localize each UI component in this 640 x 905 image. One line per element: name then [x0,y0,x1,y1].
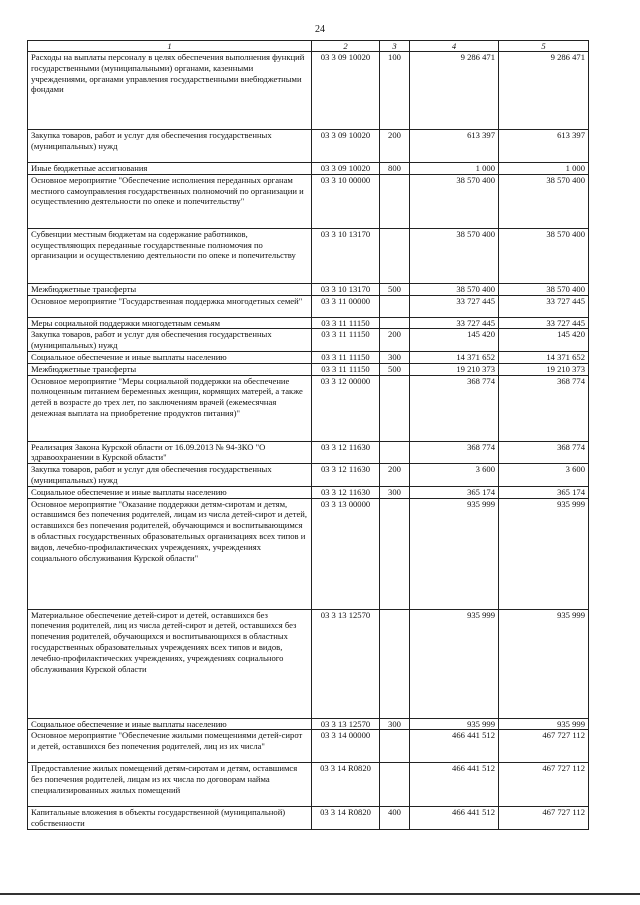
cell-sum1: 1 000 [410,163,499,175]
cell-name: Межбюджетные трансферты [28,363,312,375]
cell-code: 03 3 12 11630 [312,486,380,498]
table-row [28,375,589,441]
table-row [28,718,589,730]
cell-vr [380,609,410,718]
cell-sum2: 365 174 [499,486,589,498]
table-row [28,52,589,130]
cell-sum1: 9 286 471 [410,52,499,130]
table-row [28,174,589,228]
cell-code: 03 3 09 10020 [312,52,380,130]
cell-sum1: 613 397 [410,130,499,163]
cell-vr: 300 [380,718,410,730]
cell-vr [380,498,410,609]
cell-sum1: 33 727 445 [410,295,499,317]
cell-code: 03 3 12 11630 [312,464,380,487]
cell-code: 03 3 11 11150 [312,363,380,375]
cell-vr [380,730,410,763]
table-row [28,363,589,375]
column-header-sum1: 4 [410,41,499,52]
cell-code: 03 3 13 00000 [312,498,380,609]
cell-vr [380,295,410,317]
cell-sum2: 613 397 [499,130,589,163]
cell-sum1: 466 441 512 [410,763,499,807]
cell-sum2: 3 600 [499,464,589,487]
cell-sum1: 365 174 [410,486,499,498]
cell-sum2: 368 774 [499,441,589,464]
cell-vr: 200 [380,329,410,352]
cell-sum2: 368 774 [499,375,589,441]
cell-code: 03 3 09 10020 [312,163,380,175]
cell-vr [380,375,410,441]
cell-sum2: 467 727 112 [499,730,589,763]
cell-code: 03 3 13 12570 [312,718,380,730]
cell-vr [380,317,410,329]
cell-sum1: 145 420 [410,329,499,352]
column-header-sum2: 5 [499,41,589,52]
cell-sum2: 9 286 471 [499,52,589,130]
cell-sum1: 935 999 [410,609,499,718]
cell-sum2: 467 727 112 [499,807,589,830]
cell-code: 03 3 11 11150 [312,329,380,352]
cell-code: 03 3 14 R0820 [312,807,380,830]
header-row [28,41,589,52]
cell-name: Социальное обеспечение и иные выплаты населению [28,486,312,498]
cell-name: Основное мероприятие "Меры социальной поддержки на обеспечение полноценным питанием беременных женщин, кормящих матерей, а также детей в возрасте до трех лет, по заключениям врачей (ежемесячная денежная выплата на приобретение продуктов питания)" [28,375,312,441]
table-row [28,283,589,295]
table-row [28,807,589,830]
table-row [28,163,589,175]
page-number: 24 [315,24,325,35]
cell-sum1: 14 371 652 [410,351,499,363]
cell-sum2: 33 727 445 [499,295,589,317]
table-row [28,329,589,352]
cell-code: 03 3 14 R0820 [312,763,380,807]
budget-table [27,40,589,830]
cell-sum1: 466 441 512 [410,807,499,830]
cell-sum2: 38 570 400 [499,228,589,283]
cell-sum1: 935 999 [410,498,499,609]
cell-code: 03 3 11 00000 [312,295,380,317]
cell-vr [380,228,410,283]
cell-code: 03 3 10 13170 [312,228,380,283]
cell-vr: 300 [380,486,410,498]
cell-name: Закупка товаров, работ и услуг для обеспечения государственных (муниципальных) нужд [28,130,312,163]
cell-code: 03 3 12 00000 [312,375,380,441]
cell-sum2: 33 727 445 [499,317,589,329]
cell-name: Основное мероприятие "Обеспечение исполнения переданных органам местного самоуправления государственных полномочий по организации и осуществлению деятельности по опеке и попечительству" [28,174,312,228]
cell-sum2: 935 999 [499,609,589,718]
cell-name: Меры социальной поддержки многодетным семьям [28,317,312,329]
cell-sum2: 467 727 112 [499,763,589,807]
cell-name: Реализация Закона Курской области от 16.09.2013 № 94-ЗКО "О здравоохранении в Курской области" [28,441,312,464]
table-row [28,295,589,317]
cell-name: Иные бюджетные ассигнования [28,163,312,175]
cell-name: Субвенции местным бюджетам на содержание работников, осуществляющих переданные государственные полномочия по организации и осуществлению деятельности по опеке и попечительству [28,228,312,283]
cell-name: Закупка товаров, работ и услуг для обеспечения государственных (муниципальных) нужд [28,329,312,352]
cell-name: Основное мероприятие "Оказание поддержки детям-сиротам и детям, оставшимся без попечения родителей, лицам из числа детей-сирот и детей, оставшихся без попечения родителей, обучающимся и воспитывающимся в областных государственных образовательных организациях всех типов и видов, лечебно-профилактических учреждениях, учреждениях социального обслуживания Курской области" [28,498,312,609]
column-header-name: 1 [28,41,312,52]
cell-code: 03 3 11 11150 [312,317,380,329]
cell-sum2: 145 420 [499,329,589,352]
table-row [28,498,589,609]
cell-sum2: 19 210 373 [499,363,589,375]
cell-code: 03 3 11 11150 [312,351,380,363]
cell-sum2: 935 999 [499,718,589,730]
cell-sum1: 38 570 400 [410,283,499,295]
table-row [28,317,589,329]
table-body [28,52,589,830]
table-row [28,130,589,163]
cell-sum1: 466 441 512 [410,730,499,763]
cell-sum2: 38 570 400 [499,283,589,295]
cell-vr: 200 [380,464,410,487]
table-row [28,730,589,763]
cell-name: Закупка товаров, работ и услуг для обеспечения государственных (муниципальных) нужд [28,464,312,487]
cell-sum2: 14 371 652 [499,351,589,363]
cell-vr: 300 [380,351,410,363]
cell-vr: 800 [380,163,410,175]
cell-sum2: 1 000 [499,163,589,175]
cell-vr [380,174,410,228]
cell-sum2: 38 570 400 [499,174,589,228]
column-header-code: 2 [312,41,380,52]
cell-sum1: 368 774 [410,441,499,464]
cell-sum1: 19 210 373 [410,363,499,375]
cell-name: Предоставление жилых помещений детям-сиротам и детям, оставшимся без попечения родителей, лицам из их числа по договорам найма специализированных жилых помещений [28,763,312,807]
table-row [28,464,589,487]
cell-vr [380,441,410,464]
cell-vr: 100 [380,52,410,130]
cell-name: Капитальные вложения в объекты государственной (муниципальной) собственности [28,807,312,830]
cell-sum1: 33 727 445 [410,317,499,329]
cell-name: Основное мероприятие "Государственная поддержка многодетных семей" [28,295,312,317]
cell-code: 03 3 12 11630 [312,441,380,464]
cell-name: Межбюджетные трансферты [28,283,312,295]
cell-name: Материальное обеспечение детей-сирот и детей, оставшихся без попечения родителей, лиц из числа детей-сирот и детей, оставшихся без попечения родителей, обучающихся и воспитывающихся в областных государственных образовательных учреждениях всех типов и видов, лечебно-профилактических учреждениях, учреждениях социального обслуживания Курской области [28,609,312,718]
cell-sum1: 368 774 [410,375,499,441]
cell-vr [380,763,410,807]
cell-sum1: 935 999 [410,718,499,730]
cell-vr: 200 [380,130,410,163]
cell-name: Расходы на выплаты персоналу в целях обеспечения выполнения функций государственными (муниципальными) органами, казенными учреждениями, органами управления государственными внебюджетными фондами [28,52,312,130]
cell-code: 03 3 09 10020 [312,130,380,163]
cell-code: 03 3 13 12570 [312,609,380,718]
cell-sum2: 935 999 [499,498,589,609]
column-header-vr: 3 [380,41,410,52]
cell-name: Основное мероприятие "Обеспечение жилыми помещениями детей-сирот и детей, оставшихся без попечения родителей, лиц из их числа" [28,730,312,763]
cell-sum1: 3 600 [410,464,499,487]
table-row [28,441,589,464]
table-row [28,763,589,807]
cell-code: 03 3 14 00000 [312,730,380,763]
cell-vr: 500 [380,363,410,375]
cell-name: Социальное обеспечение и иные выплаты населению [28,718,312,730]
page-bottom-divider [0,893,640,895]
table-row [28,351,589,363]
cell-code: 03 3 10 00000 [312,174,380,228]
table-row [28,228,589,283]
cell-vr: 500 [380,283,410,295]
cell-sum1: 38 570 400 [410,228,499,283]
cell-sum1: 38 570 400 [410,174,499,228]
cell-code: 03 3 10 13170 [312,283,380,295]
cell-name: Социальное обеспечение и иные выплаты населению [28,351,312,363]
cell-vr: 400 [380,807,410,830]
table-row [28,486,589,498]
table-row [28,609,589,718]
